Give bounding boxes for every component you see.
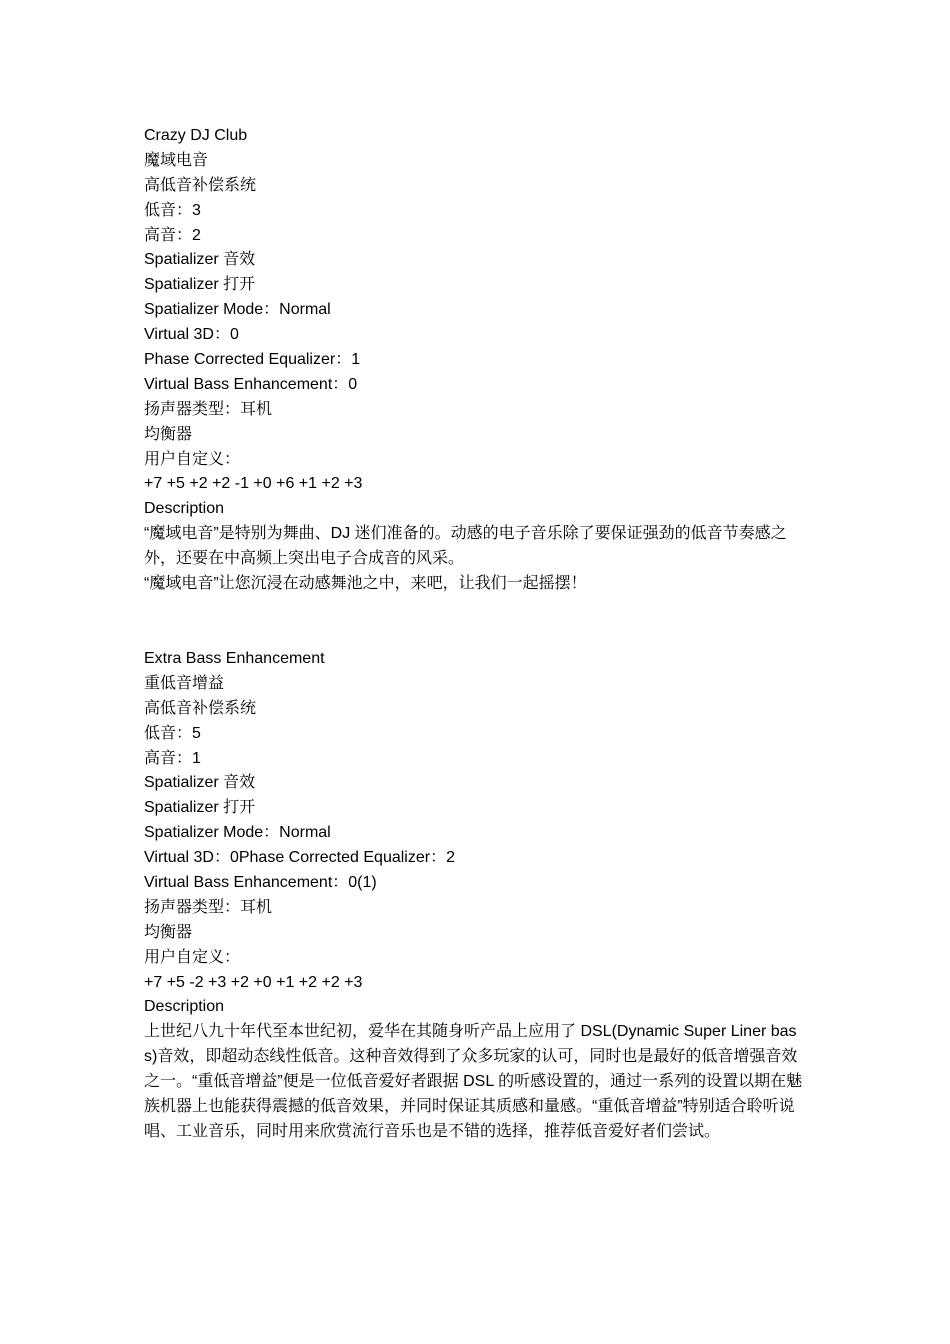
description-paragraph: “魔域电音”让您沉浸在动感舞池之中，来吧，让我们一起摇摆！ [144,575,587,593]
spatializer-mode: Spatializer Mode：Normal [144,301,331,319]
preset-name-cn: 重低音增益 [144,674,225,692]
bass-treble-label: 高低音补偿系统 [144,176,257,194]
preset-title: Crazy DJ Club [144,127,248,144]
user-defined-label: 用户自定义： [144,948,241,966]
equalizer-label: 均衡器 [144,425,193,443]
treble-value: 高音：1 [144,749,201,767]
description-label: Description [144,998,225,1016]
spatializer-on: Spatializer 打开 [144,276,256,294]
description-paragraph: “魔域电音”是特别为舞曲、DJ 迷们准备的。动感的电子音乐除了要保证强劲的低音节奏感之外，还要在中高频上突出电子合成音的风采。 [144,525,787,568]
eq-values: +7 +5 -2 +3 +2 +0 +1 +2 +2 +3 [144,973,363,991]
spatializer-effect: Spatializer 音效 [144,774,256,792]
description-label: Description [144,500,225,518]
bass-value: 低音：5 [144,724,201,742]
speaker-type: 扬声器类型：耳机 [144,400,273,418]
spatializer-effect: Spatializer 音效 [144,251,256,269]
preset-extra-bass-enhancement [144,647,806,1145]
phase-corrected-eq: Phase Corrected Equalizer：1 [144,351,361,369]
bass-treble-label: 高低音补偿系统 [144,699,257,717]
description-paragraph: 上世纪八九十年代至本世纪初，爱华在其随身听产品上应用了 DSL(Dynamic Super Liner bass)音效，即超动态线性低音。这种音效得到了众多玩家的认可，同时也是最好的低音增强音效之一。“重低音增益”便是一位低音爱好者跟据 DSL 的听感设置的，通过一系列的设置以期在魅族机器上也能获得震撼的低音效果，并同时保证其质感和量感。“重低音增益”特别适合聆听说唱、工业音乐，同时用来欣赏流行音乐也是不错的选择，推荐低音爱好者们尝试。 [144,1023,803,1140]
virtual-bass: Virtual Bass Enhancement：0 [144,375,358,393]
equalizer-label: 均衡器 [144,923,193,941]
preset-title: Extra Bass Enhancement [144,650,325,667]
user-defined-label: 用户自定义： [144,450,241,468]
eq-values: +7 +5 +2 +2 -1 +0 +6 +1 +2 +3 [144,475,363,493]
preset-crazy-dj-club [144,124,806,597]
treble-value: 高音：2 [144,226,201,244]
bass-value: 低音：3 [144,201,201,219]
spatializer-mode: Spatializer Mode：Normal [144,824,331,842]
preset-name-cn: 魔域电音 [144,151,209,169]
virtual-3d-phase-eq: Virtual 3D：0Phase Corrected Equalizer：2 [144,849,455,867]
spatializer-on: Spatializer 打开 [144,799,256,817]
virtual-3d: Virtual 3D：0 [144,326,239,344]
speaker-type: 扬声器类型：耳机 [144,898,273,916]
virtual-bass: Virtual Bass Enhancement：0(1) [144,874,377,892]
